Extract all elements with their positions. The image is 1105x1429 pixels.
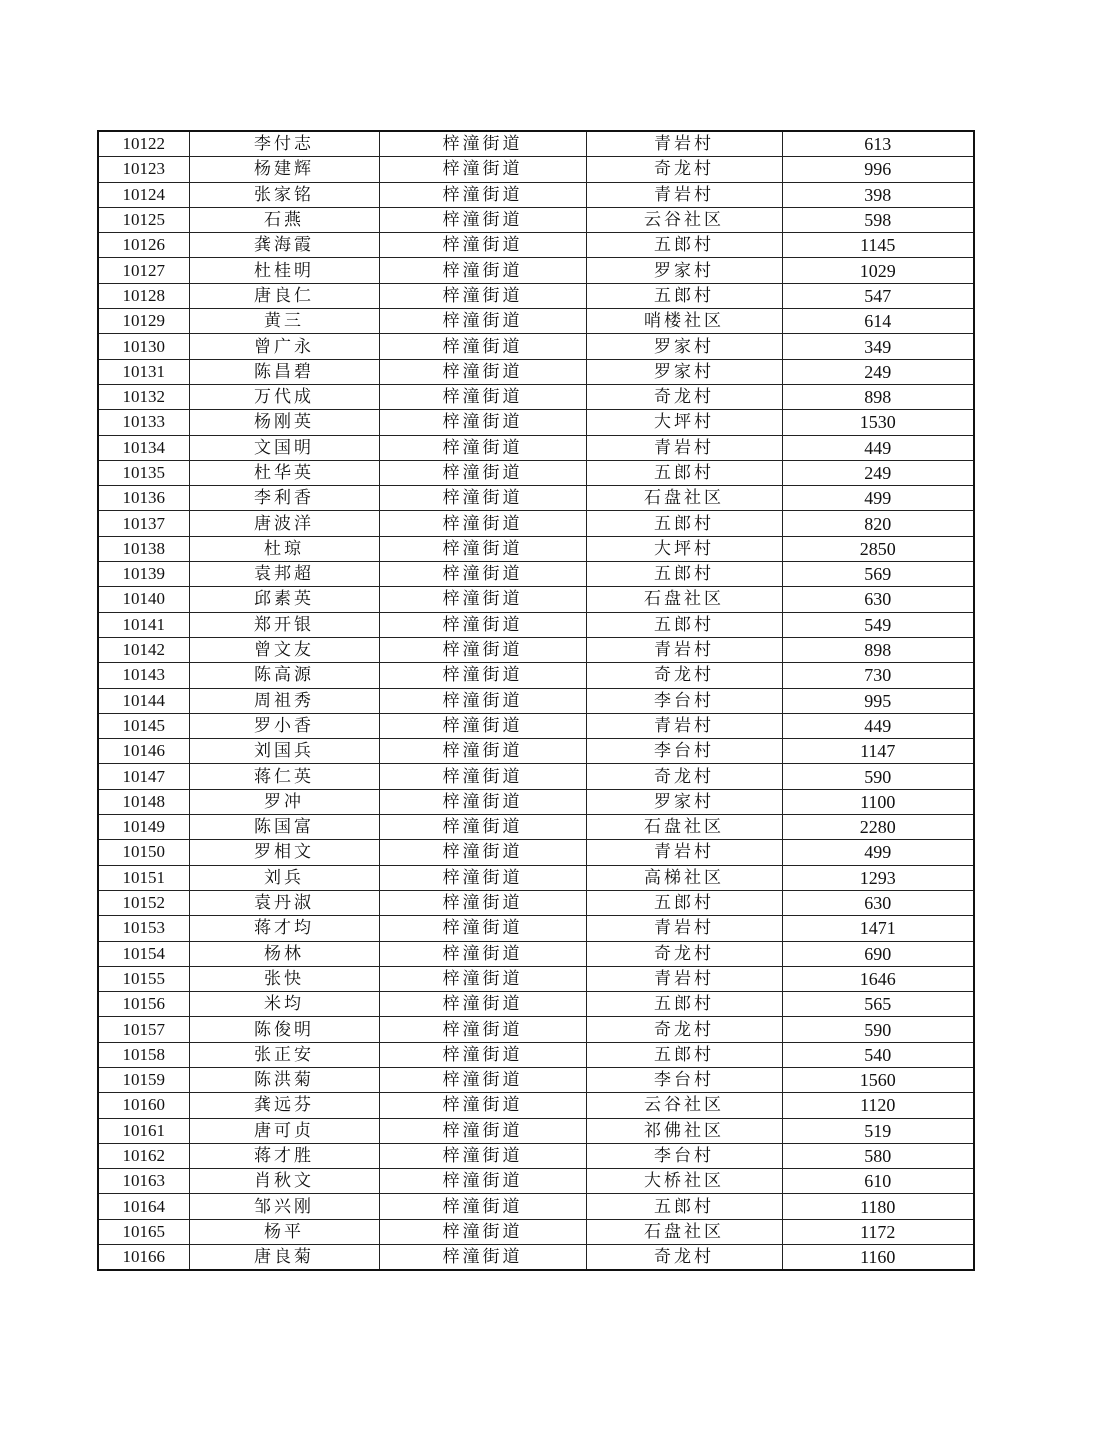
name-cell: 蒋仁英 xyxy=(189,764,379,789)
village-cell: 哨楼社区 xyxy=(586,309,782,334)
table-row xyxy=(98,486,974,511)
street-cell: 梓潼街道 xyxy=(379,460,586,485)
village-cell: 奇龙村 xyxy=(586,157,782,182)
id-cell: 10147 xyxy=(98,764,189,789)
amount-cell: 1145 xyxy=(782,233,974,258)
street-cell: 梓潼街道 xyxy=(379,637,586,662)
village-cell: 石盘社区 xyxy=(586,587,782,612)
id-cell: 10156 xyxy=(98,992,189,1017)
street-cell: 梓潼街道 xyxy=(379,207,586,232)
table-row xyxy=(98,1017,974,1042)
id-cell: 10146 xyxy=(98,739,189,764)
street-cell: 梓潼街道 xyxy=(379,815,586,840)
amount-cell: 1646 xyxy=(782,966,974,991)
id-cell: 10122 xyxy=(98,131,189,157)
village-cell: 石盘社区 xyxy=(586,486,782,511)
table-row xyxy=(98,941,974,966)
id-cell: 10159 xyxy=(98,1067,189,1092)
street-cell: 梓潼街道 xyxy=(379,157,586,182)
id-cell: 10139 xyxy=(98,562,189,587)
village-cell: 青岩村 xyxy=(586,840,782,865)
name-cell: 石燕 xyxy=(189,207,379,232)
name-cell: 文国明 xyxy=(189,435,379,460)
village-cell: 李台村 xyxy=(586,1143,782,1168)
name-cell: 黄三 xyxy=(189,309,379,334)
name-cell: 张快 xyxy=(189,966,379,991)
amount-cell: 1029 xyxy=(782,258,974,283)
street-cell: 梓潼街道 xyxy=(379,688,586,713)
street-cell: 梓潼街道 xyxy=(379,384,586,409)
name-cell: 张家铭 xyxy=(189,182,379,207)
amount-cell: 1530 xyxy=(782,410,974,435)
street-cell: 梓潼街道 xyxy=(379,764,586,789)
table-row xyxy=(98,233,974,258)
name-cell: 陈昌碧 xyxy=(189,359,379,384)
street-cell: 梓潼街道 xyxy=(379,1219,586,1244)
amount-cell: 249 xyxy=(782,460,974,485)
street-cell: 梓潼街道 xyxy=(379,1194,586,1219)
name-cell: 唐良菊 xyxy=(189,1245,379,1271)
id-cell: 10145 xyxy=(98,713,189,738)
name-cell: 邱素英 xyxy=(189,587,379,612)
name-cell: 罗小香 xyxy=(189,713,379,738)
street-cell: 梓潼街道 xyxy=(379,1118,586,1143)
name-cell: 蒋才均 xyxy=(189,916,379,941)
id-cell: 10134 xyxy=(98,435,189,460)
table-row xyxy=(98,182,974,207)
name-cell: 张正安 xyxy=(189,1042,379,1067)
id-cell: 10140 xyxy=(98,587,189,612)
table-row xyxy=(98,739,974,764)
street-cell: 梓潼街道 xyxy=(379,536,586,561)
amount-cell: 549 xyxy=(782,612,974,637)
name-cell: 陈高源 xyxy=(189,663,379,688)
street-cell: 梓潼街道 xyxy=(379,916,586,941)
amount-cell: 519 xyxy=(782,1118,974,1143)
village-cell: 五郎村 xyxy=(586,233,782,258)
street-cell: 梓潼街道 xyxy=(379,789,586,814)
amount-cell: 820 xyxy=(782,511,974,536)
amount-cell: 499 xyxy=(782,486,974,511)
table-row xyxy=(98,258,974,283)
name-cell: 杜桂明 xyxy=(189,258,379,283)
name-cell: 唐良仁 xyxy=(189,283,379,308)
street-cell: 梓潼街道 xyxy=(379,511,586,536)
amount-cell: 598 xyxy=(782,207,974,232)
id-cell: 10130 xyxy=(98,334,189,359)
street-cell: 梓潼街道 xyxy=(379,131,586,157)
village-cell: 青岩村 xyxy=(586,131,782,157)
amount-cell: 2850 xyxy=(782,536,974,561)
id-cell: 10165 xyxy=(98,1219,189,1244)
table-row xyxy=(98,612,974,637)
amount-cell: 590 xyxy=(782,764,974,789)
name-cell: 罗冲 xyxy=(189,789,379,814)
id-cell: 10136 xyxy=(98,486,189,511)
table-row xyxy=(98,1093,974,1118)
amount-cell: 898 xyxy=(782,637,974,662)
name-cell: 袁邦超 xyxy=(189,562,379,587)
table-row xyxy=(98,1042,974,1067)
name-cell: 杜华英 xyxy=(189,460,379,485)
village-cell: 云谷社区 xyxy=(586,207,782,232)
street-cell: 梓潼街道 xyxy=(379,713,586,738)
village-cell: 石盘社区 xyxy=(586,815,782,840)
name-cell: 李利香 xyxy=(189,486,379,511)
street-cell: 梓潼街道 xyxy=(379,309,586,334)
table-row xyxy=(98,359,974,384)
id-cell: 10148 xyxy=(98,789,189,814)
id-cell: 10127 xyxy=(98,258,189,283)
amount-cell: 898 xyxy=(782,384,974,409)
id-cell: 10137 xyxy=(98,511,189,536)
village-cell: 五郎村 xyxy=(586,283,782,308)
street-cell: 梓潼街道 xyxy=(379,1017,586,1042)
street-cell: 梓潼街道 xyxy=(379,562,586,587)
id-cell: 10141 xyxy=(98,612,189,637)
amount-cell: 1471 xyxy=(782,916,974,941)
street-cell: 梓潼街道 xyxy=(379,182,586,207)
village-cell: 五郎村 xyxy=(586,511,782,536)
village-cell: 青岩村 xyxy=(586,182,782,207)
amount-cell: 996 xyxy=(782,157,974,182)
street-cell: 梓潼街道 xyxy=(379,435,586,460)
id-cell: 10133 xyxy=(98,410,189,435)
street-cell: 梓潼街道 xyxy=(379,840,586,865)
table-body xyxy=(98,131,974,1270)
table-row xyxy=(98,309,974,334)
table-row xyxy=(98,460,974,485)
table-row xyxy=(98,511,974,536)
name-cell: 刘国兵 xyxy=(189,739,379,764)
id-cell: 10160 xyxy=(98,1093,189,1118)
amount-cell: 349 xyxy=(782,334,974,359)
table-row xyxy=(98,435,974,460)
amount-cell: 547 xyxy=(782,283,974,308)
amount-cell: 1160 xyxy=(782,1245,974,1271)
name-cell: 肖秋文 xyxy=(189,1169,379,1194)
id-cell: 10155 xyxy=(98,966,189,991)
table-row xyxy=(98,865,974,890)
village-cell: 云谷社区 xyxy=(586,1093,782,1118)
table-row xyxy=(98,1219,974,1244)
amount-cell: 613 xyxy=(782,131,974,157)
village-cell: 五郎村 xyxy=(586,562,782,587)
name-cell: 杜琼 xyxy=(189,536,379,561)
village-cell: 罗家村 xyxy=(586,258,782,283)
street-cell: 梓潼街道 xyxy=(379,587,586,612)
table-row xyxy=(98,1118,974,1143)
street-cell: 梓潼街道 xyxy=(379,1245,586,1271)
street-cell: 梓潼街道 xyxy=(379,739,586,764)
name-cell: 陈洪菊 xyxy=(189,1067,379,1092)
village-cell: 罗家村 xyxy=(586,359,782,384)
table-row xyxy=(98,663,974,688)
amount-cell: 1120 xyxy=(782,1093,974,1118)
id-cell: 10138 xyxy=(98,536,189,561)
id-cell: 10152 xyxy=(98,890,189,915)
street-cell: 梓潼街道 xyxy=(379,1169,586,1194)
amount-cell: 1100 xyxy=(782,789,974,814)
village-cell: 五郎村 xyxy=(586,460,782,485)
table-row xyxy=(98,992,974,1017)
table-row xyxy=(98,1143,974,1168)
id-cell: 10166 xyxy=(98,1245,189,1271)
id-cell: 10149 xyxy=(98,815,189,840)
table-row xyxy=(98,789,974,814)
amount-cell: 1147 xyxy=(782,739,974,764)
table-row xyxy=(98,410,974,435)
street-cell: 梓潼街道 xyxy=(379,258,586,283)
street-cell: 梓潼街道 xyxy=(379,865,586,890)
name-cell: 曾文友 xyxy=(189,637,379,662)
table-row xyxy=(98,562,974,587)
table-row xyxy=(98,334,974,359)
village-cell: 大坪村 xyxy=(586,536,782,561)
village-cell: 祁佛社区 xyxy=(586,1118,782,1143)
name-cell: 邹兴刚 xyxy=(189,1194,379,1219)
street-cell: 梓潼街道 xyxy=(379,941,586,966)
amount-cell: 614 xyxy=(782,309,974,334)
street-cell: 梓潼街道 xyxy=(379,283,586,308)
village-cell: 奇龙村 xyxy=(586,663,782,688)
street-cell: 梓潼街道 xyxy=(379,966,586,991)
village-cell: 罗家村 xyxy=(586,789,782,814)
id-cell: 10150 xyxy=(98,840,189,865)
name-cell: 陈俊明 xyxy=(189,1017,379,1042)
table-row xyxy=(98,815,974,840)
name-cell: 万代成 xyxy=(189,384,379,409)
id-cell: 10163 xyxy=(98,1169,189,1194)
amount-cell: 730 xyxy=(782,663,974,688)
amount-cell: 398 xyxy=(782,182,974,207)
amount-cell: 540 xyxy=(782,1042,974,1067)
id-cell: 10162 xyxy=(98,1143,189,1168)
street-cell: 梓潼街道 xyxy=(379,1093,586,1118)
amount-cell: 590 xyxy=(782,1017,974,1042)
name-cell: 袁丹淑 xyxy=(189,890,379,915)
street-cell: 梓潼街道 xyxy=(379,663,586,688)
village-cell: 李台村 xyxy=(586,1067,782,1092)
amount-cell: 499 xyxy=(782,840,974,865)
street-cell: 梓潼街道 xyxy=(379,233,586,258)
village-cell: 李台村 xyxy=(586,739,782,764)
amount-cell: 1560 xyxy=(782,1067,974,1092)
village-cell: 李台村 xyxy=(586,688,782,713)
village-cell: 奇龙村 xyxy=(586,941,782,966)
table-row xyxy=(98,131,974,157)
street-cell: 梓潼街道 xyxy=(379,992,586,1017)
village-cell: 青岩村 xyxy=(586,435,782,460)
street-cell: 梓潼街道 xyxy=(379,612,586,637)
name-cell: 龚海霞 xyxy=(189,233,379,258)
name-cell: 杨建辉 xyxy=(189,157,379,182)
village-cell: 奇龙村 xyxy=(586,384,782,409)
amount-cell: 449 xyxy=(782,713,974,738)
street-cell: 梓潼街道 xyxy=(379,334,586,359)
id-cell: 10124 xyxy=(98,182,189,207)
id-cell: 10157 xyxy=(98,1017,189,1042)
id-cell: 10123 xyxy=(98,157,189,182)
village-cell: 罗家村 xyxy=(586,334,782,359)
id-cell: 10143 xyxy=(98,663,189,688)
table-row xyxy=(98,916,974,941)
street-cell: 梓潼街道 xyxy=(379,890,586,915)
amount-cell: 449 xyxy=(782,435,974,460)
street-cell: 梓潼街道 xyxy=(379,359,586,384)
name-cell: 唐可贞 xyxy=(189,1118,379,1143)
street-cell: 梓潼街道 xyxy=(379,1143,586,1168)
table-row xyxy=(98,536,974,561)
village-cell: 青岩村 xyxy=(586,637,782,662)
village-cell: 大桥社区 xyxy=(586,1169,782,1194)
id-cell: 10126 xyxy=(98,233,189,258)
village-cell: 奇龙村 xyxy=(586,1245,782,1271)
amount-cell: 630 xyxy=(782,587,974,612)
name-cell: 米均 xyxy=(189,992,379,1017)
id-cell: 10153 xyxy=(98,916,189,941)
amount-cell: 569 xyxy=(782,562,974,587)
table-row xyxy=(98,1169,974,1194)
village-cell: 五郎村 xyxy=(586,890,782,915)
village-cell: 五郎村 xyxy=(586,1042,782,1067)
id-cell: 10161 xyxy=(98,1118,189,1143)
table-row xyxy=(98,688,974,713)
street-cell: 梓潼街道 xyxy=(379,1042,586,1067)
amount-cell: 249 xyxy=(782,359,974,384)
village-cell: 石盘社区 xyxy=(586,1219,782,1244)
name-cell: 杨林 xyxy=(189,941,379,966)
id-cell: 10125 xyxy=(98,207,189,232)
name-cell: 杨平 xyxy=(189,1219,379,1244)
name-cell: 刘兵 xyxy=(189,865,379,890)
name-cell: 曾广永 xyxy=(189,334,379,359)
name-cell: 陈国富 xyxy=(189,815,379,840)
id-cell: 10144 xyxy=(98,688,189,713)
amount-cell: 995 xyxy=(782,688,974,713)
table-row xyxy=(98,1245,974,1271)
village-cell: 大坪村 xyxy=(586,410,782,435)
village-cell: 青岩村 xyxy=(586,713,782,738)
id-cell: 10158 xyxy=(98,1042,189,1067)
amount-cell: 565 xyxy=(782,992,974,1017)
name-cell: 蒋才胜 xyxy=(189,1143,379,1168)
name-cell: 周祖秀 xyxy=(189,688,379,713)
id-cell: 10131 xyxy=(98,359,189,384)
id-cell: 10151 xyxy=(98,865,189,890)
amount-cell: 2280 xyxy=(782,815,974,840)
id-cell: 10132 xyxy=(98,384,189,409)
village-cell: 五郎村 xyxy=(586,992,782,1017)
name-cell: 杨刚英 xyxy=(189,410,379,435)
table-row xyxy=(98,1067,974,1092)
name-cell: 龚远芬 xyxy=(189,1093,379,1118)
id-cell: 10135 xyxy=(98,460,189,485)
id-cell: 10128 xyxy=(98,283,189,308)
data-table xyxy=(97,130,975,1271)
village-cell: 高梯社区 xyxy=(586,865,782,890)
amount-cell: 1180 xyxy=(782,1194,974,1219)
table-row xyxy=(98,966,974,991)
name-cell: 唐波洋 xyxy=(189,511,379,536)
id-cell: 10142 xyxy=(98,637,189,662)
id-cell: 10129 xyxy=(98,309,189,334)
village-cell: 青岩村 xyxy=(586,966,782,991)
name-cell: 李付志 xyxy=(189,131,379,157)
village-cell: 青岩村 xyxy=(586,916,782,941)
street-cell: 梓潼街道 xyxy=(379,1067,586,1092)
table-row xyxy=(98,1194,974,1219)
table-row xyxy=(98,637,974,662)
id-cell: 10154 xyxy=(98,941,189,966)
table-row xyxy=(98,840,974,865)
amount-cell: 580 xyxy=(782,1143,974,1168)
street-cell: 梓潼街道 xyxy=(379,486,586,511)
table-row xyxy=(98,587,974,612)
name-cell: 罗相文 xyxy=(189,840,379,865)
table-row xyxy=(98,764,974,789)
id-cell: 10164 xyxy=(98,1194,189,1219)
village-cell: 五郎村 xyxy=(586,612,782,637)
table-row xyxy=(98,890,974,915)
table-row xyxy=(98,283,974,308)
village-cell: 五郎村 xyxy=(586,1194,782,1219)
amount-cell: 1293 xyxy=(782,865,974,890)
amount-cell: 690 xyxy=(782,941,974,966)
table-row xyxy=(98,207,974,232)
table-row xyxy=(98,157,974,182)
village-cell: 奇龙村 xyxy=(586,764,782,789)
name-cell: 郑开银 xyxy=(189,612,379,637)
amount-cell: 1172 xyxy=(782,1219,974,1244)
amount-cell: 630 xyxy=(782,890,974,915)
village-cell: 奇龙村 xyxy=(586,1017,782,1042)
table-row xyxy=(98,384,974,409)
street-cell: 梓潼街道 xyxy=(379,410,586,435)
amount-cell: 610 xyxy=(782,1169,974,1194)
table-row xyxy=(98,713,974,738)
